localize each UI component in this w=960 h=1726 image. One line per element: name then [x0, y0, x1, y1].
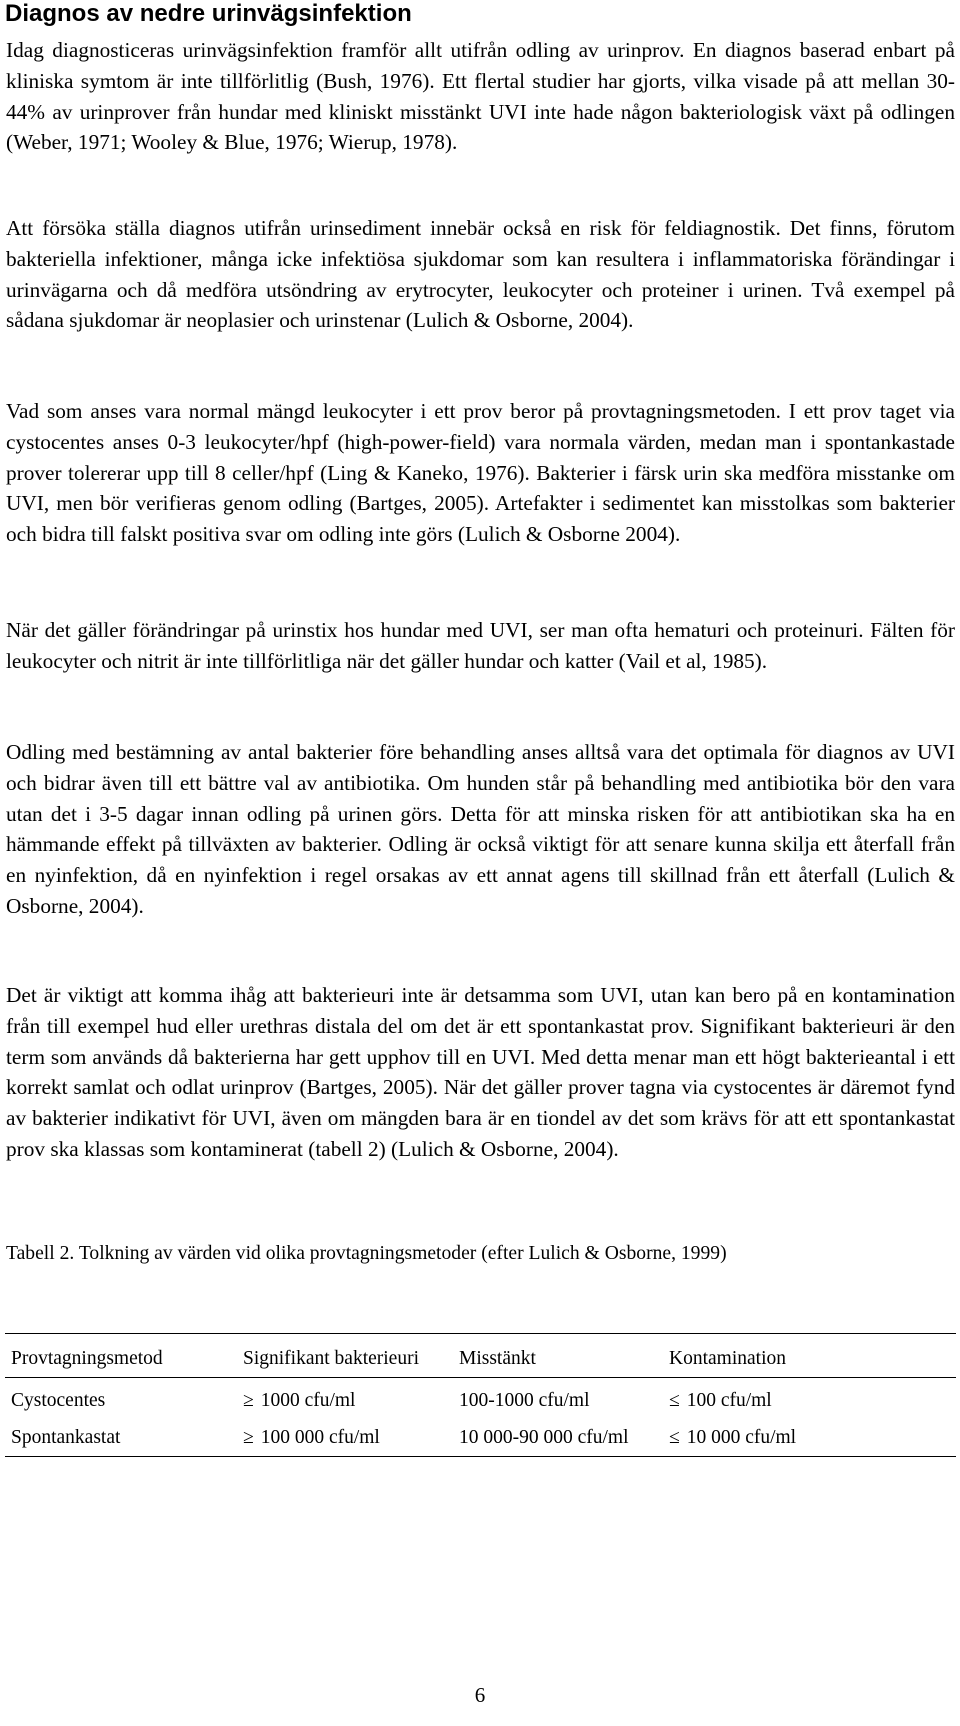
- cell-significant: [243, 1423, 459, 1452]
- table-bottom-rule: [5, 1456, 956, 1457]
- cell-significant-value: 100 000 cfu/ml: [260, 1427, 380, 1448]
- paragraph-3: Vad som anses vara normal mängd leukocyter i ett prov beror på provtagningsmetoden. I ett prov taget via cystocentes anses 0-3 leukocyter/hpf (high-power-field) vara normala värden, medan man i spontankastade prover tolererar upp till 8 celler/hpf (Ling & Kaneko, 1976). Bakterier i färsk urin ska medföra misstanke om UVI, men bör verifieras genom odling (Bartges, 2005). Artefakter i sedimentet kan misstolkas som bakterier och bidra till falskt positiva svar om odling inte görs (Lulich & Osborne 2004).: [6, 399, 955, 547]
- cell-contamination-value: 10 000 cfu/ml: [686, 1427, 797, 1448]
- page-number: 6: [474, 1683, 486, 1707]
- cell-contamination: [669, 1423, 956, 1452]
- header-method: Provtagningsmetod: [11, 1348, 163, 1369]
- header-significant: Signifikant bakterieuri: [243, 1348, 419, 1369]
- paragraph-4: När det gäller förändringar på urinstix hos hundar med UVI, ser man ofta hematuri och proteinuri. Fälten för leukocyter och nitrit är inte tillförlitliga när det gäller hundar och katter (Vail et al, 1985).: [6, 618, 955, 673]
- cell-suspected: 100-1000 cfu/ml: [459, 1390, 590, 1411]
- cell-significant-value: 1000 cfu/ml: [260, 1390, 356, 1411]
- geq-symbol: ≥: [243, 1427, 254, 1448]
- cell-significant: [243, 1386, 459, 1415]
- cell-suspected: 10 000-90 000 cfu/ml: [459, 1427, 629, 1448]
- table-row: [5, 1378, 956, 1415]
- geq-symbol: ≥: [243, 1390, 254, 1411]
- leq-symbol: ≤: [669, 1390, 680, 1411]
- header-contamination: Kontamination: [669, 1348, 786, 1369]
- table-header-row: [5, 1334, 956, 1377]
- cell-method: Cystocentes: [11, 1390, 106, 1411]
- paragraph-1: Idag diagnosticeras urinvägsinfektion framför allt utifrån odling av urinprov. En diagnos baserad enbart på kliniska symtom är inte tillförlitlig (Bush, 1976). Ett flertal studier har gjorts, vilka visade på att mellan 30-44% av urinprover från hundar med kliniskt misstänkt UVI inte hade någon bakteriologisk växt på odlingen (Weber, 1971; Wooley & Blue, 1976; Wierup, 1978).: [6, 38, 955, 155]
- interpretation-table: [5, 1333, 956, 1457]
- cell-contamination: [669, 1386, 956, 1415]
- table-row: [5, 1415, 956, 1456]
- table-caption: Tabell 2. Tolkning av värden vid olika provtagningsmetoder (efter Lulich & Osborne, 1999): [6, 1243, 727, 1264]
- leq-symbol: ≤: [669, 1427, 680, 1448]
- header-suspected: Misstänkt: [459, 1348, 536, 1369]
- cell-contamination-value: 100 cfu/ml: [686, 1390, 772, 1411]
- paragraph-5: Odling med bestämning av antal bakterier före behandling anses alltså vara det optimala för diagnos av UVI och bidrar även till ett bättre val av antibiotika. Om hunden står på behandling med antibiotika bör den vara utan det i 3-5 dagar innan odling på urinen görs. Detta för att minska risken för att antibiotikan ska ha en hämmande effekt på tillväxten av bakterier. Odling är också viktigt för att senare kunna skilja ett återfall från en nyinfektion, då en nyinfektion i regel orsakas av ett annat agens till skillnad från ett återfall (Lulich & Osborne, 2004).: [6, 740, 955, 918]
- paragraph-6: Det är viktigt att komma ihåg att bakterieuri inte är detsamma som UVI, utan kan bero på en kontamination från till exempel hud eller urethras distala del om det är ett spontankastat prov. Signifikant bakterieuri är den term som används då bakterierna har gett upphov till en UVI. Med detta menar man ett högt bakterieantal i ett korrekt samlat och odlat urinprov (Bartges, 2005). När det gäller prover tagna via cystocentes är däremot fynd av bakterier indikativt för UVI, även om mängden bara är en tiondel av det som krävs för att ett spontankastat prov ska klassas som kontaminerat (tabell 2) (Lulich & Osborne, 2004).: [6, 983, 955, 1161]
- section-heading: Diagnos av nedre urinvägsinfektion: [5, 0, 412, 27]
- paragraph-2: Att försöka ställa diagnos utifrån urinsediment innebär också en risk för feldiagnostik. Det finns, förutom bakteriella infektioner, många icke infektiösa sjukdomar som kan resultera i inflammatoriska förändingar i urinvägarna och då medföra utsöndring av erytrocyter, leukocyter och proteiner i urinen. Två exempel på sådana sjukdomar är neoplasier och urinstenar (Lulich & Osborne, 2004).: [6, 216, 955, 333]
- cell-method: Spontankastat: [11, 1427, 121, 1448]
